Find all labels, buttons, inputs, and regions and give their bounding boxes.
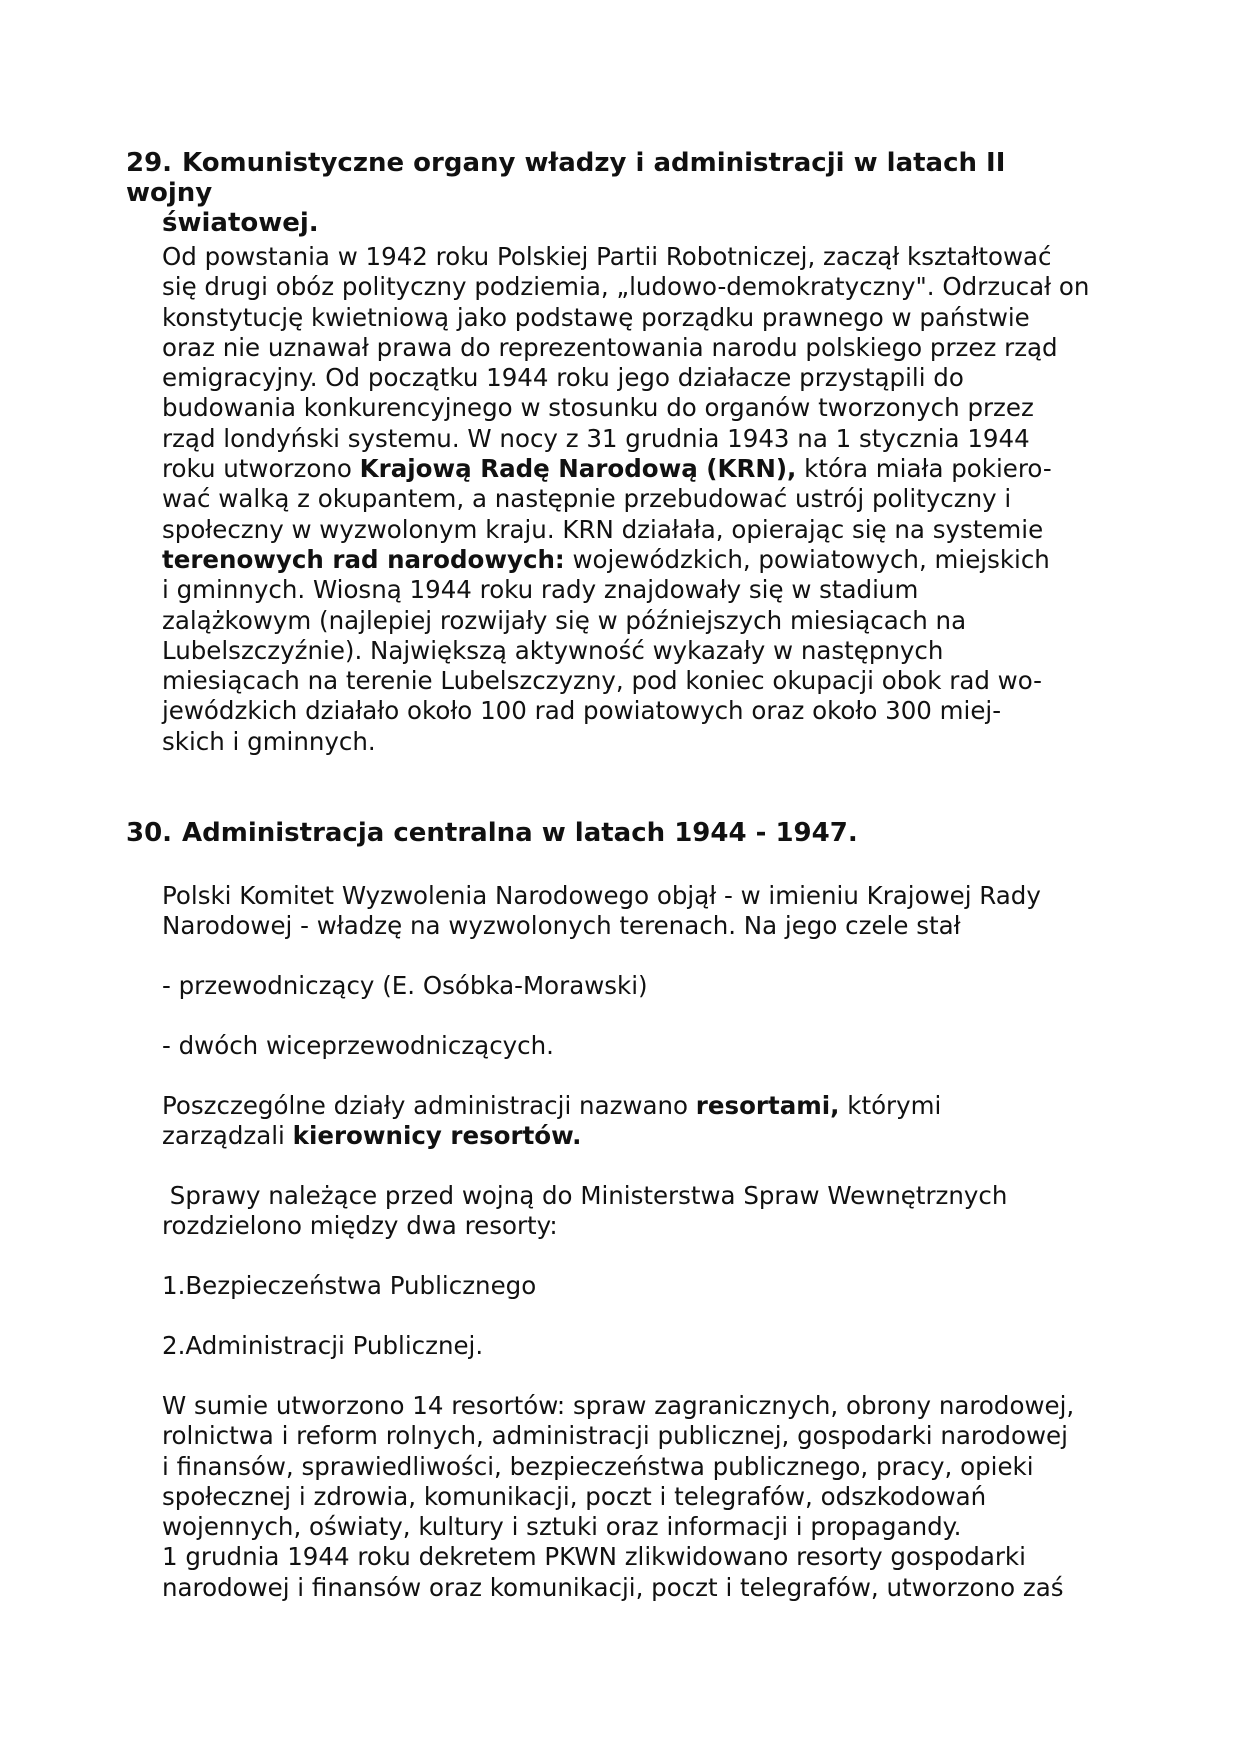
paragraph-line: się drugi obóz polityczny podziemia, „ludowo-demokratyczny". Odrzucał on bbox=[162, 272, 1090, 302]
chairman-item bbox=[162, 971, 1122, 1001]
section-30-paragraph-1 bbox=[162, 881, 1122, 942]
resorts-bold-term: resortami, bbox=[695, 1091, 840, 1120]
section-29-number: 29. bbox=[126, 148, 173, 178]
paragraph-line bbox=[162, 454, 1122, 484]
list-item: - przewodniczący (E. Osóbka-Morawski) bbox=[162, 971, 648, 1000]
paragraph-line bbox=[162, 545, 1122, 575]
text-run: Poszczególne działy administracji nazwano bbox=[162, 1091, 696, 1120]
section-29-heading bbox=[126, 148, 1086, 238]
section-29-title-line-1: Komunistyczne organy władzy i administracji w latach II wojny bbox=[126, 148, 1006, 208]
paragraph-line: narodowej i finansów oraz komunikacji, poczt i telegrafów, utworzono zaś bbox=[162, 1572, 1064, 1602]
paragraph-line: wojennych, oświaty, kultury i sztuki oraz informacji i propagandy. bbox=[162, 1512, 962, 1542]
paragraph-line: Od powstania w 1942 roku Polskiej Partii Robotniczej, zaczął kształtować bbox=[162, 242, 1052, 271]
paragraph-line: Sprawy należące przed wojną do Ministerstwa Spraw Wewnętrznych bbox=[162, 1181, 1008, 1210]
paragraph-line: rząd londyński systemu. W nocy z 31 grudnia 1943 na 1 stycznia 1944 bbox=[162, 423, 1030, 453]
paragraph-line: rozdzielono między dwa resorty: bbox=[162, 1211, 558, 1241]
paragraph-line: wać walką z okupantem, a następnie przebudować ustrój polityczny i bbox=[162, 484, 1012, 514]
paragraph-line: i finansów, sprawiedliwości, bezpieczeństwa publicznego, pracy, opieki bbox=[162, 1451, 1034, 1481]
resort-heads-bold-term: kierownicy resortów. bbox=[292, 1121, 582, 1151]
text-run: którymi bbox=[839, 1091, 942, 1120]
section-30-paragraph-3 bbox=[162, 1181, 1122, 1242]
paragraph-line: budowania konkurencyjnego w stosunku do organów tworzonych przez bbox=[162, 393, 1034, 423]
paragraph-line: Lubelszczyźnie). Największą aktywność wykazały w następnych bbox=[162, 635, 944, 665]
section-30-number: 30. bbox=[126, 818, 173, 848]
section-30-title: Administracja centralna w latach 1944 - 1947. bbox=[182, 818, 858, 848]
paragraph-line: społeczny w wyzwolonym kraju. KRN działała, opierając się na systemie bbox=[162, 514, 1044, 544]
paragraph-line: społecznej i zdrowia, komunikacji, poczt i telegrafów, odszkodowań bbox=[162, 1481, 987, 1511]
section-30-heading bbox=[126, 818, 1086, 848]
paragraph-line: oraz nie uznawał prawa do reprezentowania narodu polskiego przez rząd bbox=[162, 332, 1058, 362]
section-30-paragraph-2 bbox=[162, 1091, 1122, 1152]
text-run: zarządzali bbox=[162, 1121, 293, 1151]
section-29-title-line-2: światowej. bbox=[162, 208, 319, 238]
paragraph-line: skich i gminnych. bbox=[162, 726, 376, 756]
vice-chairmen-item bbox=[162, 1031, 1122, 1061]
list-item: 1.Bezpieczeństwa Publicznego bbox=[162, 1271, 537, 1300]
paragraph-line: zalążkowym (najlepiej rozwijały się w późniejszych miesiącach na bbox=[162, 605, 967, 635]
krn-bold-term: Krajową Radę Narodową (KRN), bbox=[359, 454, 797, 484]
section-29-paragraph bbox=[162, 242, 1122, 757]
paragraph-line bbox=[162, 1121, 1122, 1151]
resort-list-item-1 bbox=[162, 1271, 1122, 1301]
local-councils-bold-term: terenowych rad narodowych: bbox=[162, 544, 565, 574]
text-run: roku utworzono bbox=[162, 454, 360, 484]
list-item: - dwóch wiceprzewodniczących. bbox=[162, 1031, 554, 1060]
resort-list-item-2 bbox=[162, 1331, 1122, 1361]
paragraph-line: miesiącach na terenie Lubelszczyzny, pod koniec okupacji obok rad wo- bbox=[162, 666, 1043, 696]
paragraph-line: rolnictwa i reform rolnych, administracji publicznej, gospodarki narodowej bbox=[162, 1421, 1068, 1451]
paragraph-line: jewódzkich działało około 100 rad powiatowych oraz około 300 miej- bbox=[162, 696, 1002, 726]
paragraph-line: Polski Komitet Wyzwolenia Narodowego objął - w imieniu Krajowej Rady bbox=[162, 881, 1041, 910]
paragraph-line: W sumie utworzono 14 resortów: spraw zagranicznych, obrony narodowej, bbox=[162, 1391, 1075, 1420]
paragraph-line: emigracyjny. Od początku 1944 roku jego działacze przystąpili do bbox=[162, 363, 964, 393]
paragraph-line: Narodowej - władzę na wyzwolonych terenach. Na jego czele stał bbox=[162, 911, 961, 941]
text-run: wojewódzkich, powiatowych, miejskich bbox=[564, 544, 1050, 574]
list-item: 2.Administracji Publicznej. bbox=[162, 1331, 484, 1360]
text-run: która miała pokiero- bbox=[796, 454, 1052, 484]
paragraph-line: 1 grudnia 1944 roku dekretem PKWN zlikwidowano resorty gospodarki bbox=[162, 1542, 1026, 1572]
paragraph-line: i gminnych. Wiosną 1944 roku rady znajdowały się w stadium bbox=[162, 575, 919, 605]
paragraph-line: konstytucję kwietniową jako podstawę porządku prawnego w państwie bbox=[162, 302, 1030, 332]
paragraph-line bbox=[162, 1091, 1122, 1121]
section-30-paragraph-4 bbox=[162, 1391, 1122, 1603]
